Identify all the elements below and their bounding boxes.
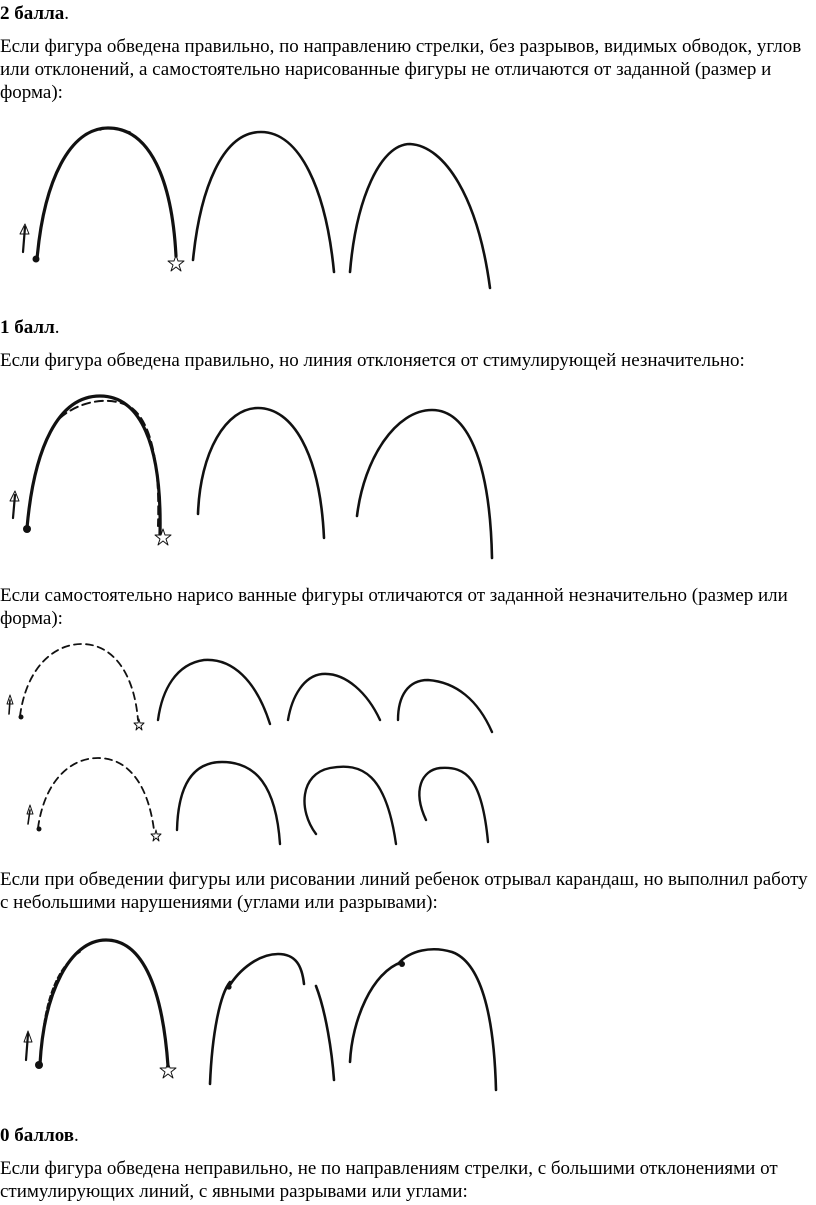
score-heading-2: 2 балла. bbox=[0, 3, 69, 24]
criteria-text-0: Если фигура обведена неправильно, не по направлениям стрелки, с большими отклонениями от стимулирующих линий, с явными разрывами или углами: bbox=[0, 1158, 778, 1202]
score-heading-1: 1 балл. bbox=[0, 317, 60, 338]
criteria-text-2: Если фигура обведена правильно, по направлению стрелки, без разрывов, видимых обводок, углов или отклонений, а самостоятельно нарисованные фигуры не отличаются от заданной (размер и форма): bbox=[0, 36, 802, 103]
example-figure-1-point-deviation bbox=[0, 388, 520, 563]
example-figure-2-points bbox=[0, 120, 520, 295]
example-figure-size-shape-row-1 bbox=[0, 640, 520, 735]
score-heading-0: 0 баллов. bbox=[0, 1125, 79, 1146]
example-figure-size-shape-row-2 bbox=[0, 750, 520, 850]
example-figure-lifted-pencil bbox=[0, 932, 520, 1102]
criteria-text-1c: Если при обведении фигуры или рисовании линий ребенок отрывал карандаш, но выполнил работу с небольшими нарушениями (углами или разрывами): bbox=[0, 869, 808, 913]
criteria-text-1b: Если самостоятельно нарисо ванные фигуры отличаются от заданной незначительно (размер или форма): bbox=[0, 585, 788, 629]
criteria-text-1a: Если фигура обведена правильно, но линия отклоняется от стимулирующей незначительно: bbox=[0, 350, 745, 371]
